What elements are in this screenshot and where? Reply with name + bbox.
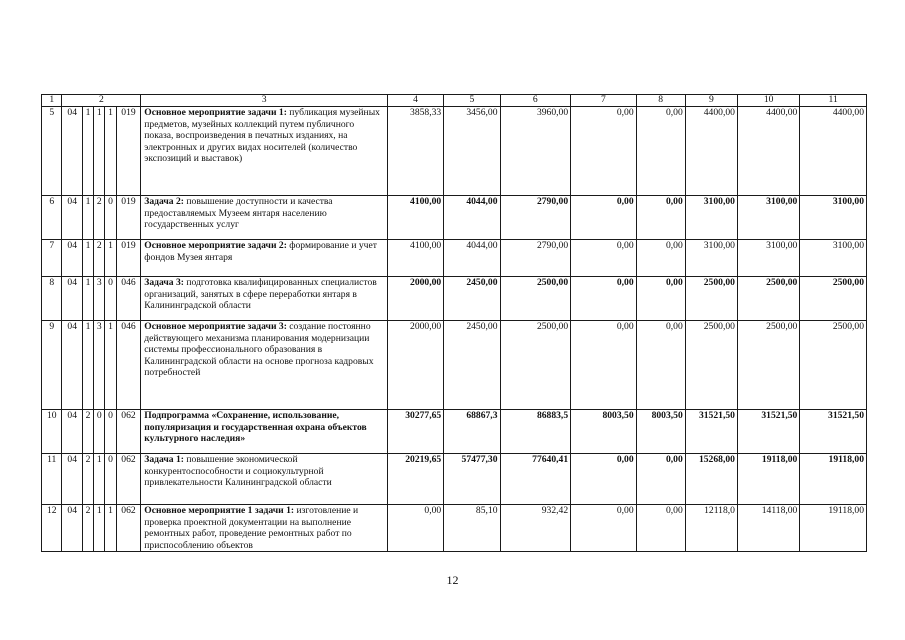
code-cell: 04: [62, 505, 82, 552]
header-cell: 1: [42, 95, 62, 107]
description-cell: [141, 454, 388, 505]
code-cell: 04: [62, 321, 82, 410]
description-text: повышение доступности и качества предоставляемых Музеем янтаря населению государственных услуг: [144, 196, 333, 231]
table-row: [42, 454, 867, 505]
value-cell: 85,10: [444, 505, 500, 552]
description-cell: [141, 196, 388, 240]
value-cell: 0,00: [636, 107, 685, 196]
value-cell: 2500,00: [500, 321, 571, 410]
header-cell: 8: [636, 95, 685, 107]
description-lead: Основное мероприятие задачи 2:: [144, 240, 287, 251]
code-cell: 04: [62, 240, 82, 277]
value-cell: 4100,00: [387, 196, 443, 240]
code-cell: 1: [94, 454, 105, 505]
description-lead: Основное мероприятие задачи 1:: [144, 107, 287, 118]
description-cell: [141, 505, 388, 552]
code-cell: 04: [62, 454, 82, 505]
code-cell: 1: [105, 321, 116, 410]
value-cell: 0,00: [636, 196, 685, 240]
value-cell: 19118,00: [800, 454, 867, 505]
description-lead: Подпрограмма «Сохранение, использование, популяризация и государственная охрана объектов культурного наследия»: [144, 410, 367, 445]
value-cell: 3100,00: [685, 196, 737, 240]
value-cell: 0,00: [636, 321, 685, 410]
code-cell: 1: [82, 321, 93, 410]
description-cell: [141, 321, 388, 410]
value-cell: 0,00: [571, 505, 637, 552]
table-row: [42, 321, 867, 410]
budget-table: [41, 94, 867, 552]
table-row: [42, 240, 867, 277]
value-cell: 2500,00: [737, 277, 799, 321]
value-cell: 2450,00: [444, 277, 500, 321]
value-cell: 0,00: [387, 505, 443, 552]
code-cell: 1: [105, 505, 116, 552]
header-cell: 7: [571, 95, 637, 107]
description-cell: [141, 107, 388, 196]
code-cell: 1: [94, 505, 105, 552]
value-cell: 0,00: [636, 277, 685, 321]
row-number: 6: [42, 196, 62, 240]
value-cell: 31521,50: [737, 410, 799, 454]
code-cell: 0: [105, 196, 116, 240]
code-cell: 04: [62, 410, 82, 454]
value-cell: 30277,65: [387, 410, 443, 454]
value-cell: 0,00: [636, 454, 685, 505]
code-cell: 1: [82, 240, 93, 277]
value-cell: 2000,00: [387, 277, 443, 321]
value-cell: 68867,3: [444, 410, 500, 454]
value-cell: 3100,00: [737, 196, 799, 240]
value-cell: 0,00: [571, 107, 637, 196]
code-cell: 04: [62, 277, 82, 321]
code-cell: 019: [116, 196, 141, 240]
value-cell: 15268,00: [685, 454, 737, 505]
value-cell: 0,00: [571, 277, 637, 321]
description-lead: Задача 1:: [144, 454, 184, 465]
value-cell: 2500,00: [800, 277, 867, 321]
description-lead: Задача 2:: [144, 196, 184, 207]
code-cell: 046: [116, 277, 141, 321]
header-cell: 2: [62, 95, 141, 107]
value-cell: 14118,00: [737, 505, 799, 552]
value-cell: 2790,00: [500, 196, 571, 240]
value-cell: 2450,00: [444, 321, 500, 410]
value-cell: 4400,00: [800, 107, 867, 196]
table-row: [42, 107, 867, 196]
value-cell: 4400,00: [737, 107, 799, 196]
row-number: 10: [42, 410, 62, 454]
value-cell: 3100,00: [685, 240, 737, 277]
value-cell: 86883,5: [500, 410, 571, 454]
table-row: [42, 277, 867, 321]
row-number: 9: [42, 321, 62, 410]
code-cell: 019: [116, 107, 141, 196]
code-cell: 2: [94, 240, 105, 277]
header-cell: 3: [141, 95, 388, 107]
code-cell: 1: [82, 107, 93, 196]
header-cell: 11: [800, 95, 867, 107]
value-cell: 8003,50: [636, 410, 685, 454]
code-cell: 04: [62, 196, 82, 240]
description-text: повышение экономической конкурентоспособности и социокультурной привлекательности Калининградской области: [144, 454, 332, 489]
code-cell: 04: [62, 107, 82, 196]
value-cell: 2790,00: [500, 240, 571, 277]
value-cell: 0,00: [636, 240, 685, 277]
row-number: 7: [42, 240, 62, 277]
value-cell: 4400,00: [685, 107, 737, 196]
code-cell: 1: [82, 277, 93, 321]
code-cell: 046: [116, 321, 141, 410]
header-cell: 4: [387, 95, 443, 107]
code-cell: 2: [82, 454, 93, 505]
description-cell: [141, 240, 388, 277]
header-cell: 10: [737, 95, 799, 107]
code-cell: 1: [105, 107, 116, 196]
value-cell: 3456,00: [444, 107, 500, 196]
description-lead: Основное мероприятие 1 задачи 1:: [144, 505, 295, 516]
value-cell: 3100,00: [800, 196, 867, 240]
value-cell: 2500,00: [500, 277, 571, 321]
code-cell: 0: [105, 277, 116, 321]
code-cell: 3: [94, 321, 105, 410]
value-cell: 932,42: [500, 505, 571, 552]
code-cell: 0: [105, 454, 116, 505]
page-number: 12: [446, 573, 459, 587]
header-row: [42, 95, 867, 107]
code-cell: 062: [116, 454, 141, 505]
code-cell: 2: [82, 410, 93, 454]
header-cell: 5: [444, 95, 500, 107]
header-cell: 6: [500, 95, 571, 107]
code-cell: 2: [82, 505, 93, 552]
description-text: подготовка квалифицированных специалистов организаций, занятых в сфере переработки янтаря в Калининградской области: [144, 277, 377, 312]
description-lead: Задача 3:: [144, 277, 184, 288]
code-cell: 1: [105, 240, 116, 277]
value-cell: 77640,41: [500, 454, 571, 505]
code-cell: 0: [105, 410, 116, 454]
code-cell: 062: [116, 410, 141, 454]
code-cell: 019: [116, 240, 141, 277]
description-text: публикация музейных предметов, музейных коллекций путем публичного показа, воспроизведения в печатных изданиях, на электронных и других видах носителей (количество экспозиций и выставок): [144, 107, 380, 165]
code-cell: 0: [94, 410, 105, 454]
value-cell: 3100,00: [800, 240, 867, 277]
code-cell: 2: [94, 196, 105, 240]
value-cell: 20219,65: [387, 454, 443, 505]
row-number: 8: [42, 277, 62, 321]
value-cell: 0,00: [571, 454, 637, 505]
code-cell: 3: [94, 277, 105, 321]
value-cell: 0,00: [636, 505, 685, 552]
value-cell: 3100,00: [737, 240, 799, 277]
table-row: [42, 410, 867, 454]
code-cell: 1: [82, 196, 93, 240]
header-cell: 9: [685, 95, 737, 107]
code-cell: 062: [116, 505, 141, 552]
value-cell: 3960,00: [500, 107, 571, 196]
value-cell: 2500,00: [685, 277, 737, 321]
value-cell: 19118,00: [737, 454, 799, 505]
row-number: 12: [42, 505, 62, 552]
code-cell: 1: [94, 107, 105, 196]
value-cell: 2000,00: [387, 321, 443, 410]
value-cell: 2500,00: [800, 321, 867, 410]
value-cell: 0,00: [571, 196, 637, 240]
value-cell: 0,00: [571, 240, 637, 277]
value-cell: 12118,0: [685, 505, 737, 552]
value-cell: 57477,30: [444, 454, 500, 505]
value-cell: 31521,50: [685, 410, 737, 454]
value-cell: 2500,00: [737, 321, 799, 410]
table-row: [42, 196, 867, 240]
value-cell: 0,00: [571, 321, 637, 410]
value-cell: 19118,00: [800, 505, 867, 552]
description-cell: [141, 410, 388, 454]
row-number: 5: [42, 107, 62, 196]
value-cell: 4044,00: [444, 196, 500, 240]
value-cell: 4044,00: [444, 240, 500, 277]
value-cell: 8003,50: [571, 410, 637, 454]
value-cell: 3858,33: [387, 107, 443, 196]
description-lead: Основное мероприятие задачи 3:: [144, 321, 287, 332]
description-text: формирование и учет фондов Музея янтаря: [144, 240, 377, 263]
row-number: 11: [42, 454, 62, 505]
value-cell: 4100,00: [387, 240, 443, 277]
value-cell: 2500,00: [685, 321, 737, 410]
description-text: создание постоянно действующего механизма планирования модернизации системы профессионального образования в Калининградской области на основе прогноза кадровых потребностей: [144, 321, 374, 379]
table-row: [42, 505, 867, 552]
value-cell: 31521,50: [800, 410, 867, 454]
description-cell: [141, 277, 388, 321]
description-text: изготовление и проверка проектной документации на выполнение ремонтных работ, проведение ремонтных работ по приспособлению объектов: [144, 505, 359, 551]
